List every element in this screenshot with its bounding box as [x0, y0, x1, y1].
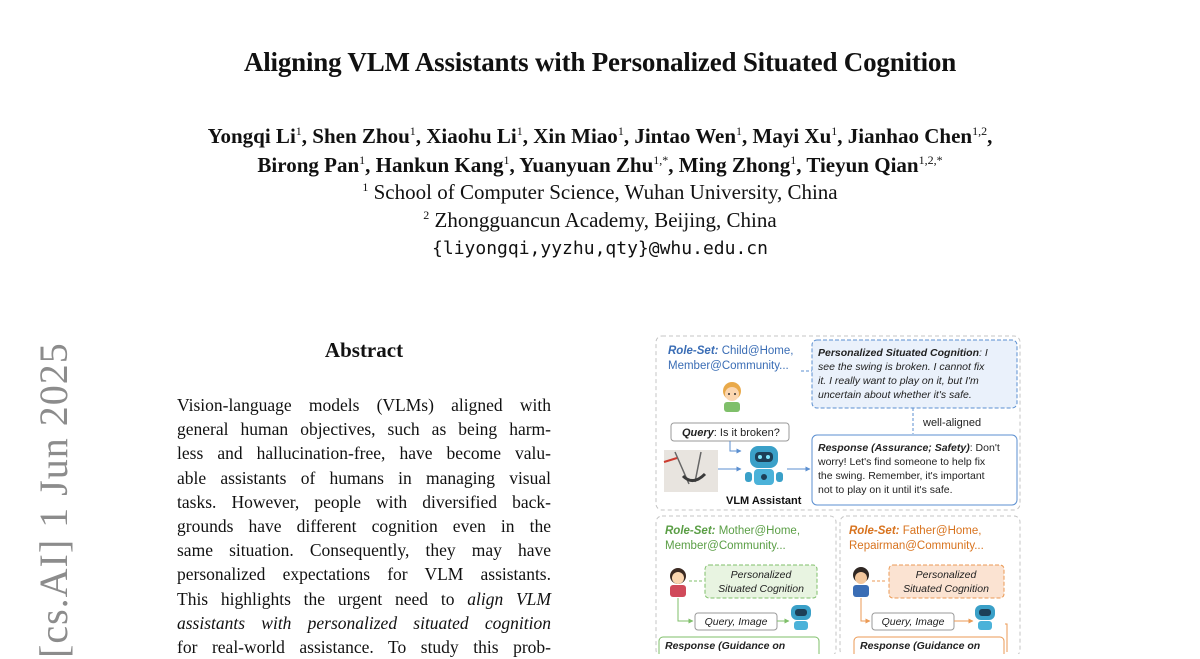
child-avatar-icon — [723, 382, 741, 412]
author-separator: , — [623, 124, 635, 148]
author-name: Xin Miao — [533, 124, 618, 148]
abstract-line: less and hallucination-free, have become valu- — [177, 443, 551, 464]
author-separator: , — [415, 124, 427, 148]
mother-avatar-icon — [670, 568, 686, 597]
top-response-line: not to play on it until it's safe. — [818, 484, 953, 496]
author-name: Ming Zhong — [678, 153, 791, 177]
vlm-assistant-label: VLM Assistant — [726, 495, 802, 507]
swing-image — [664, 450, 718, 492]
contact-email[interactable]: {liyongqi,yyzhu,qty}@whu.edu.cn — [432, 238, 768, 259]
top-cognition-text: Personalized Situated Cognition: I — [818, 347, 988, 359]
author-separator: , — [742, 124, 753, 148]
abstract-italic: align VLM — [467, 588, 551, 609]
top-roleset: Role-Set: Child@Home, — [668, 345, 794, 357]
author-name: Yuanyuan Zhu — [519, 153, 654, 177]
left-cognition-line1: Personalized — [730, 569, 792, 581]
left-roleset: Role-Set: Mother@Home, — [665, 525, 801, 537]
abstract-italic: assistants with personalized situated cognition — [177, 612, 551, 633]
left-response-text: Response (Guidance on — [665, 640, 786, 652]
father-avatar-icon — [853, 567, 869, 597]
top-response-line: the swing. Remember, it's important — [818, 470, 985, 482]
right-query-text: Query, Image — [881, 616, 945, 628]
author-affiliation-mark: 1 — [790, 153, 797, 167]
arxiv-stamp: [cs.AI] 1 Jun 2025 — [31, 342, 76, 658]
author-separator: , — [987, 124, 993, 148]
author-separator: , — [522, 124, 534, 148]
top-response-line: worry! Let's find someone to help fix — [818, 456, 986, 468]
abstract-line-text: This highlights the urgent need to — [177, 588, 468, 609]
author-line-1 — [0, 122, 1200, 151]
right-roleset: Role-Set: Father@Home, — [849, 525, 982, 537]
author-name: Shen Zhou — [312, 124, 410, 148]
top-cognition-line: see the swing is broken. I cannot fix — [818, 361, 985, 373]
author-separator: , — [365, 153, 376, 177]
affiliation-mark: 2 — [423, 208, 430, 222]
paper-title: Aligning VLM Assistants with Personalized Situated Cognition — [243, 47, 957, 77]
author-name: Tieyun Qian — [806, 153, 919, 177]
author-name: Xiaohu Li — [426, 124, 517, 148]
abstract-line: tasks. However, people with diversified back- — [177, 491, 551, 512]
author-affiliation-mark: 1 — [295, 124, 302, 138]
abstract-line: personalized expectations for VLM assistants. — [177, 564, 551, 585]
author-affiliation-mark: 1 — [409, 124, 416, 138]
well-aligned-label: well-aligned — [923, 417, 982, 429]
author-separator: , — [837, 124, 848, 148]
author-affiliation-mark: 1 — [831, 124, 838, 138]
author-affiliation-mark: 1,2 — [972, 124, 988, 138]
left-roleset-line2: Member@Community... — [665, 540, 786, 552]
author-name: Hankun Kang — [375, 153, 504, 177]
left-query-text: Query, Image — [704, 616, 768, 628]
author-affiliation-mark: 1 — [736, 124, 743, 138]
top-cognition-line: uncertain about whether it's safe. — [818, 389, 972, 401]
affiliation-1 — [0, 180, 1200, 205]
author-affiliation-mark: 1,2,* — [918, 153, 943, 167]
author-affiliation-mark: 1 — [516, 124, 523, 138]
abstract-line — [177, 611, 551, 635]
author-name: Yongqi Li — [207, 124, 296, 148]
abstract-line: same situation. Consequently, they may have — [177, 540, 551, 561]
author-name: Jintao Wen — [634, 124, 737, 148]
abstract-line: general human objectives, such as being harm- — [177, 419, 551, 440]
top-roleset-line2: Member@Community... — [668, 360, 789, 372]
author-affiliation-mark: 1 — [503, 153, 510, 167]
top-query-text: Query: Is it broken? — [682, 427, 780, 439]
right-cognition-line2: Situated Cognition — [903, 583, 989, 595]
teaser-figure — [655, 334, 1025, 654]
author-line-2 — [0, 151, 1200, 180]
left-robot-icon — [791, 605, 811, 630]
author-affiliation-mark: 1 — [617, 124, 624, 138]
abstract-line: Vision-language models (VLMs) aligned with — [177, 395, 551, 415]
vlm-robot-icon — [745, 446, 783, 485]
abstract-line — [177, 587, 551, 611]
abstract-heading: Abstract — [324, 338, 404, 362]
affiliation-mark: 1 — [362, 180, 369, 194]
affiliation-text: School of Computer Science, Wuhan University, China — [373, 180, 838, 204]
author-separator: , — [509, 153, 520, 177]
right-robot-icon — [975, 605, 995, 630]
right-response-text: Response (Guidance on — [860, 640, 981, 652]
top-cognition-line: it. I really want to play on it, but I'm — [818, 375, 979, 387]
author-separator: , — [301, 124, 313, 148]
author-name: Birong Pan — [257, 153, 360, 177]
right-roleset-line2: Repairman@Community... — [849, 540, 984, 552]
abstract-line: for real-world assistance. To study this prob- — [177, 637, 551, 658]
affiliation-2 — [0, 208, 1200, 233]
affiliation-text: Zhongguancun Academy, Beijing, China — [434, 208, 777, 232]
abstract-line: grounds have different cognition even in the — [177, 516, 551, 537]
author-affiliation-mark: 1,* — [653, 153, 669, 167]
top-response-text: Response (Assurance; Safety): Don't — [818, 442, 1000, 454]
author-list — [0, 122, 1200, 180]
abstract-line: able assistants of humans in managing visual — [177, 467, 551, 488]
author-name: Mayi Xu — [752, 124, 832, 148]
right-cognition-line1: Personalized — [915, 569, 977, 581]
author-affiliation-mark: 1 — [359, 153, 366, 167]
author-separator: , — [796, 153, 807, 177]
abstract-body — [177, 393, 551, 659]
left-cognition-line2: Situated Cognition — [718, 583, 804, 595]
teaser-figure-svg — [655, 334, 1025, 654]
author-separator: , — [668, 153, 679, 177]
author-name: Jianhao Chen — [847, 124, 973, 148]
